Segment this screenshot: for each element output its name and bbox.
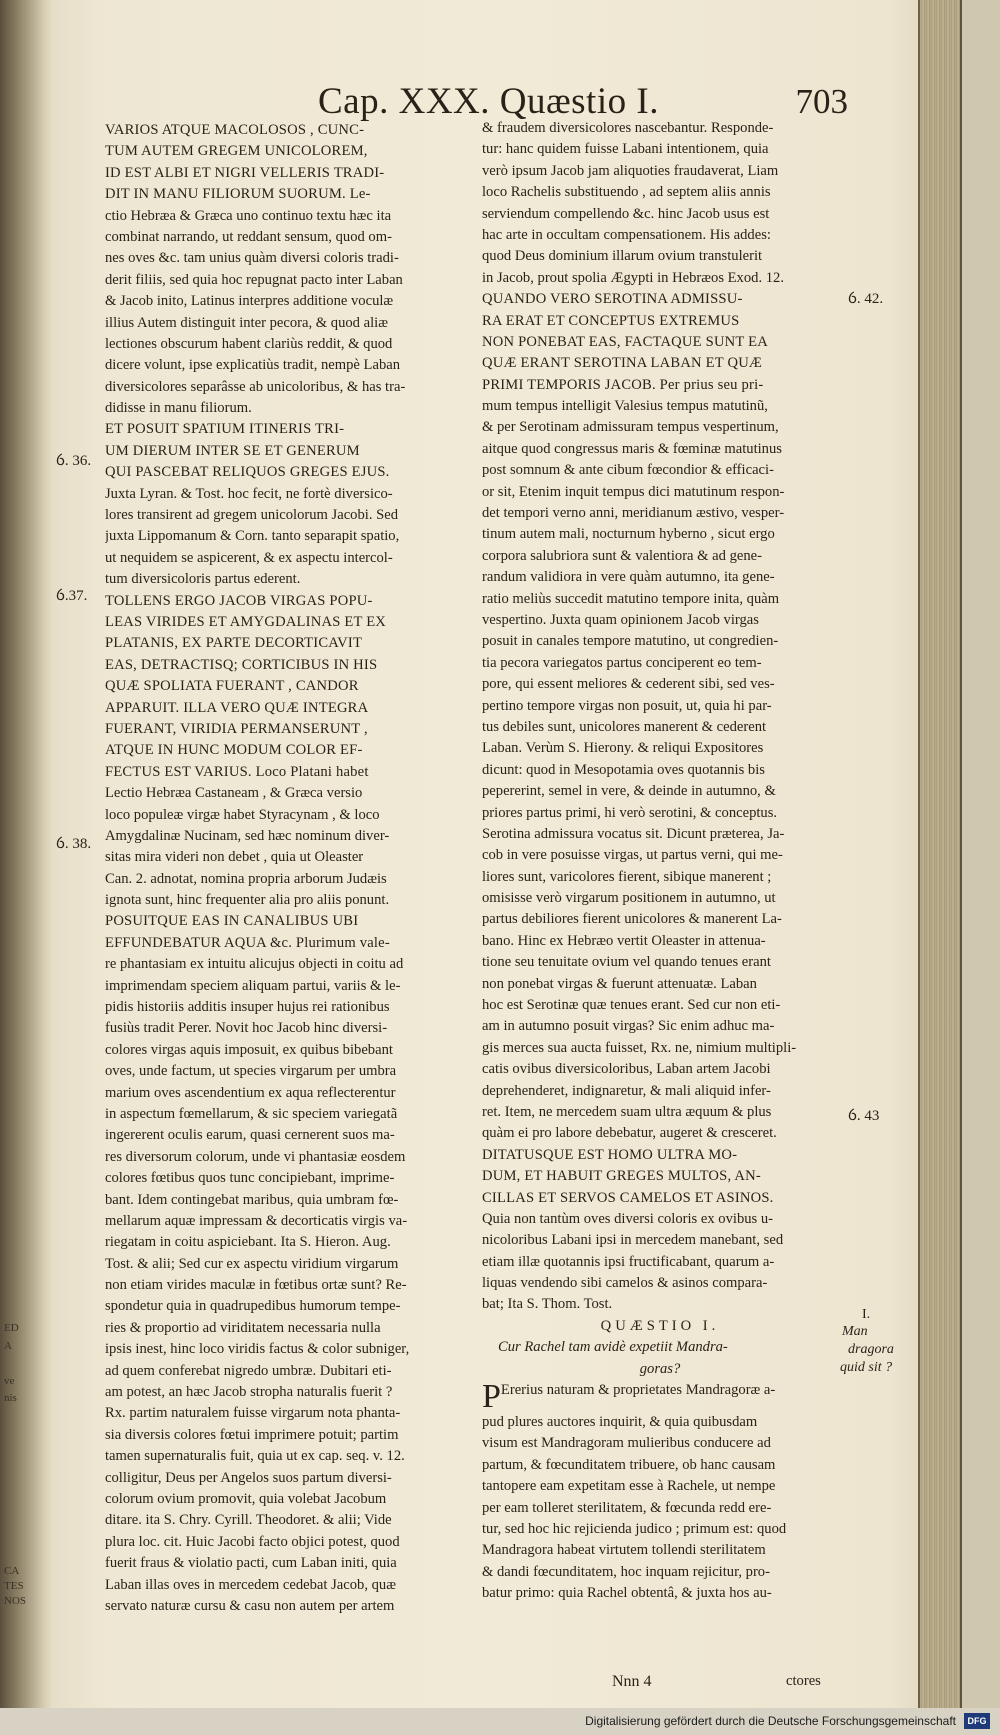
question-text-line: pud plures auctores inquirit, & quia quibusdam [482, 1414, 758, 1431]
text-line: marium oves ascendentium ex aqua reflecterentur [105, 1084, 396, 1101]
text-line: sia diversis colores fœtui imprimere potuit; partim [105, 1426, 399, 1443]
text-line: bant. Idem contingebat maribus, quia umbram fœ- [105, 1191, 399, 1208]
text-line: post somnum & ante cibum fœcondior & efficaci- [482, 462, 774, 479]
margin-question-note: dragora [848, 1342, 894, 1357]
text-line: dicere volunt, ipse explicatiùs tradit, nempè Laban [105, 357, 401, 374]
footer-bar [0, 1708, 1000, 1735]
text-line: DIT IN MANU FILIORUM SUORUM. Le- [105, 186, 371, 203]
chapter-title: Cap. XXX. Quæstio I. [318, 81, 659, 122]
right-column [482, 118, 838, 1605]
question-text-line [482, 1380, 838, 1412]
text-line: loco populeæ virgæ habet Styracynam , & loco [105, 806, 380, 823]
text-line: vespertino. Juxta quam opinionem Jacob virgas [482, 611, 759, 628]
text-line: & Jacob inito, Latinus interpres additione voculæ [105, 293, 394, 310]
text-line: mum tempus intelligit Valesius tempus matutinũ, [482, 398, 768, 415]
question-text-line: Mandragora habeat virtutem tollendi sterilitatem [482, 1542, 766, 1559]
gutter-fragment: ve [4, 1375, 15, 1387]
text-line: illius Autem distinguit inter pecora, & quod aliæ [105, 314, 388, 331]
text-line: non ponebat virgas & fuerunt attenuatæ. Laban [482, 975, 757, 992]
text-line: Serotina admissura vocatus sit. Dicunt præterea, Ja- [482, 825, 785, 842]
funding-credit: Digitalisierung gefördert durch die Deutsche Forschungsgemeinschaft [585, 1714, 956, 1728]
margin-question-note: Man [842, 1324, 868, 1339]
text-line: bat; Ita S. Thom. Tost. [482, 1296, 613, 1313]
catchword: ctores [786, 1673, 821, 1689]
text-line: lores transirent ad gregem unicolorum Jacobi. Sed [105, 507, 399, 524]
text-line: PRIMI TEMPORIS JACOB. Per prius seu pri- [482, 376, 764, 393]
text-line: det tempori verno anni, meridianum æstivo, vesper- [482, 505, 785, 522]
text-line: randum validiora in vere quàm autumno, ita gene- [482, 569, 775, 586]
question-text-line: batur primo: quia Rachel obtentâ, & juxta hos au- [482, 1585, 772, 1602]
text-line: NON PONEBAT EAS, FACTAQUE SUNT EA [482, 333, 768, 350]
text-line: hac arte in occultam compensationem. His addes: [482, 226, 771, 243]
text-line: servato naturæ cursu & casu non autem per artem [105, 1597, 395, 1614]
text-line: CILLAS ET SERVOS CAMELOS ET ASINOS. [482, 1189, 774, 1206]
text-line: corpora salubriora sunt & valentiora & ad gene- [482, 547, 763, 564]
text-line: ET POSUIT SPATIUM ITINERIS TRI- [105, 421, 345, 438]
text-line: nicoloribus Labani ipsi in mercedem manebant, sed [482, 1232, 784, 1249]
text-line: liquas vendendo sibi camelos & asinos compara- [482, 1275, 768, 1292]
text-line: oves, unde factum, ut species virgarum per umbra [105, 1063, 397, 1080]
text-line: FUERANT, VIRIDIA PERMANSERUNT , [105, 720, 368, 737]
text-line: TUM AUTEM GREGEM UNICOLOREM, [105, 143, 368, 160]
text-line: Tost. & alii; Sed cur ex aspectu viridium virgarum [105, 1255, 399, 1272]
text-line: DITATUSQUE EST HOMO ULTRA MO- [482, 1146, 738, 1163]
text-line: EAS, DETRACTISQ; CORTICIBUS IN HIS [105, 656, 378, 673]
text-line: ratio meliùs succedit matutino tempore inita, quàm [482, 590, 780, 607]
text-line: didisse in manu filiorum. [105, 400, 252, 417]
text-line: tione seu tenuitate ovium vel quando tenues erant [482, 954, 771, 971]
question-text-line: tantopere eam expetitam esse à Rachele, ut nempe [482, 1478, 776, 1495]
text-line: partus debiliores fierent unicolores & manerent La- [482, 911, 782, 928]
text-line: in Jacob, prout spolia Ægypti in Hebræos Exod. 12. [482, 269, 784, 286]
text-line: catis ovibus diversicoloribus, Laban artem Jacobi [482, 1061, 771, 1078]
text-line: derit filiis, sed quia hoc repugnat pacto inter Laban [105, 271, 403, 288]
text-line: omisisse verò virgarum positionem in autumno, ut [482, 890, 776, 907]
text-line: serviendum compellendo &c. hinc Jacob usus est [482, 205, 770, 222]
text-line: tinum autem mali, nocturnum hyberno , sicut ergo [482, 526, 775, 543]
margin-verse-43: ỽ. 43 [848, 1108, 880, 1124]
question-text-line: & dandi fœcunditatem, hoc inquam rejicitur, pro- [482, 1563, 770, 1580]
text-line: Laban illas oves in mercedem cedebat Jacob, quæ [105, 1576, 396, 1593]
drop-cap: P [482, 1380, 501, 1413]
text-line: ut nequidem se aspicerent, & ex aspectu intercol- [105, 549, 393, 566]
dfg-logo-icon: DFG [964, 1713, 990, 1729]
text-line: EFFUNDEBATUR AQUA &c. Plurimum vale- [105, 934, 390, 951]
text-line: imprimendam speciem aliquam partui, variis & le- [105, 977, 401, 994]
text-line: dicunt: quod in Mesopotamia oves quotannis bis [482, 761, 765, 778]
text-line: in aspectum fœmellarum, & sic speciem variegatã [105, 1105, 398, 1122]
margin-verse-38: ỽ. 38. [56, 836, 92, 852]
text-line: tur: hanc quidem fuisse Labani intentionem, quia [482, 141, 769, 158]
question-heading: QUÆSTIO I. [600, 1317, 720, 1334]
margin-question-note: quid sit ? [840, 1360, 893, 1375]
text-line: plura loc. cit. Huic Jacobi facto objici potest, quod [105, 1533, 400, 1550]
text-line: QUÆ ERANT SEROTINA LABAN ET QUÆ [482, 355, 763, 372]
text-line: ID EST ALBI ET NIGRI VELLERIS TRADI- [105, 164, 385, 181]
text-line: UM DIERUM INTER SE ET GENERUM [105, 442, 360, 459]
text-line: ditare. ita S. Chry. Cyrill. Theodoret. & alii; Vide [105, 1512, 392, 1529]
text-line: riegatam in coitu aspiciebant. Ita S. Hieron. Aug. [105, 1234, 391, 1251]
text-line: ctio Hebræa & Græca uno continuo textu hæc ita [105, 207, 392, 224]
text-line: VARIOS ATQUE MACOLOSOS , CUNC- [105, 122, 365, 138]
text-line: quod Deus dominium illarum ovium transtulerit [482, 248, 763, 265]
text-line: colorum ovium promovit, quia volebat Jacobum [105, 1491, 387, 1507]
page-edges [918, 0, 960, 1735]
page-edge-shadow [960, 0, 962, 1735]
question-title: Cur Rachel tam avidè expetiit Mandra- [498, 1339, 728, 1356]
text-line: res diversorum colorum, unde vi phantasiæ eosdem [105, 1148, 406, 1165]
text-line: verò ipsum Jacob jam aliquoties fraudaverat, Liam [482, 162, 779, 179]
text-line: spondetur quia in quadrupedibus humorum tempe- [105, 1298, 401, 1315]
binding-gutter [0, 0, 52, 1735]
text-line: tum diversicoloris partus ederent. [105, 571, 301, 588]
text-line: non etiam virides maculæ in fœtibus ortæ sunt? Re- [105, 1277, 407, 1294]
question-text: Ererius naturam & proprietates Mandragoræ a- [500, 1382, 776, 1399]
text-line: or sit, Etenim inquit tempus dici matutinum respon- [482, 483, 785, 500]
signature-mark: Nnn 4 [612, 1673, 652, 1690]
text-line: Lectio Hebræa Castaneam , & Græca versio [105, 785, 363, 802]
text-line: ries & proportio ad viriditatem necessaria nulla [105, 1319, 381, 1336]
text-line: quàm ei pro labore debebatur, augeret & cresceret. [482, 1125, 777, 1142]
text-line: ipsis inest, hinc loco viridis factus & color subniger, [105, 1341, 410, 1358]
gutter-fragment: NOS [4, 1595, 27, 1607]
text-line: Quia non tantùm oves diversi coloris ex ovibus u- [482, 1210, 774, 1227]
text-line: Laban. Verùm S. Hierony. & reliqui Expositores [482, 740, 764, 757]
text-line: cob in vere posuisse virgas, ut partus verni, qui me- [482, 847, 783, 864]
text-line: priores partus primi, hi verò serotini, & conceptus. [482, 804, 778, 821]
text-line: nes oves &c. tam unius quàm diversi coloris tradi- [105, 250, 399, 267]
margin-verse-36: ỽ. 36. [56, 453, 92, 469]
text-line: DUM, ET HABUIT GREGES MULTOS, AN- [482, 1168, 761, 1185]
text-line: fuerit fraus & violatio pacti, cum Laban initi, quia [105, 1555, 397, 1572]
text-line: ignota sunt, hinc frequenter alia pro aliis ponunt. [105, 892, 390, 909]
margin-question-number: I. [862, 1307, 871, 1322]
text-line: pepererint, semel in vere, & deinde in autumno, & [482, 783, 776, 800]
text-line: & per Serotinam admissuram tempus vespertinum, [482, 419, 779, 436]
page-number: 703 [795, 82, 848, 121]
text-line: PLATANIS, EX PARTE DECORTICAVIT [105, 635, 363, 652]
text-line: tia pecora variegatos partus conciperent eo tem- [482, 654, 762, 671]
text-line: colores virgas aquis imposuit, ex quibus bibebant [105, 1041, 393, 1058]
text-line: ATQUE IN HUNC MODUM COLOR EF- [105, 742, 363, 759]
gutter-fragment: ED [4, 1322, 19, 1334]
gutter-fragment: nis [4, 1392, 17, 1404]
question-text-line: tur, sed hoc hic rejicienda judico ; primum est: quod [482, 1521, 787, 1537]
text-line: tamen supernaturalis fuit, quia ut ex cap. seq. v. 12. [105, 1448, 405, 1465]
text-line: Amygdalinæ Nucinam, sed hæc nominum diver- [105, 827, 390, 844]
text-line: POSUITQUE EAS IN CANALIBUS UBI [105, 913, 359, 930]
gutter-fragment: CA [4, 1565, 20, 1577]
question-text-line: per eam tolleret sterilitatem, & fœcunda redd ere- [482, 1499, 772, 1516]
text-line: deprehenderet, indignaretur, & mali aliquid infer- [482, 1082, 771, 1099]
text-line: combinat narrando, ut reddant sensum, quod om- [105, 228, 392, 245]
text-line: ingererent oculis earum, quasi cernerent suos ma- [105, 1127, 395, 1144]
text-line: sitas mira videri non debet , quia ut Oleaster [105, 849, 364, 866]
text-line: FECTUS EST VARIUS. Loco Platani habet [105, 763, 369, 780]
text-line: QUANDO VERO SEROTINA ADMISSU- [482, 291, 743, 308]
text-line: am in autumno posuit virgas? Sic enim adhuc ma- [482, 1018, 775, 1035]
text-line: diversicolores separâsse ab unicoloribus, & has tra- [105, 378, 406, 395]
text-line: aitque quod congressus maris & fœminæ matutinus [482, 440, 782, 457]
text-line: QUI PASCEBAT RELIQUOS GREGES EJUS. [105, 464, 390, 481]
question-text-line: visum est Mandragoram mulieribus conducere ad [482, 1435, 771, 1452]
text-line: ret. Item, ne mercedem suam ultra æquum & plus [482, 1103, 772, 1120]
question-title-cont: goras? [639, 1360, 681, 1377]
text-line: lectiones obscurum habent clariùs reddit, & quod [105, 335, 393, 352]
text-line: liores sunt, varicolores fierent, sibique manerent ; [482, 868, 772, 885]
text-line: Rx. partim naturalem fuisse virgarum nota phanta- [105, 1405, 401, 1422]
text-line: & fraudem diversicolores nascebantur. Responde- [482, 120, 774, 136]
text-line: colligitur, Deus per Angelos suos partum diversi- [105, 1469, 392, 1486]
text-line: fusiùs tradit Perer. Novit hoc Jacob hinc diversi- [105, 1020, 388, 1037]
left-column [105, 120, 480, 1617]
text-line: QUÆ SPOLIATA FUERANT , CANDOR [105, 678, 359, 695]
text-line: re phantasiam ex intuitu alicujus objecti in coitu ad [105, 956, 404, 973]
text-line: etiam illæ quotannis ipsi fructificabant, quarum a- [482, 1253, 775, 1270]
text-line: gis merces sua aucta fuisset, Rx. ne, nimium multipli- [482, 1039, 797, 1056]
text-line: bano. Hinc ex Hebræo vertit Oleaster in attenua- [482, 932, 766, 949]
text-line: TOLLENS ERGO JACOB VIRGAS POPU- [105, 592, 373, 609]
text-line: Can. 2. adnotat, nomina propria arborum Judæis [105, 870, 387, 887]
text-line: tus debiles sunt, unicolores manerent & cederent [482, 718, 767, 735]
text-line: pertino tempore virgas non posuit, ut, quia hi par- [482, 697, 772, 714]
text-line: RA ERAT ET CONCEPTUS EXTREMUS [482, 312, 740, 329]
text-line: colores fœtibus quos tunc concipiebant, imprime- [105, 1170, 395, 1187]
text-line: loco Rachelis substituendo , ad septem aliis annis [482, 184, 771, 201]
margin-verse-42: ỽ. 42. [848, 291, 884, 307]
gutter-fragment: A [4, 1340, 12, 1352]
text-line: posuit in canales tempore matutino, ut congredien- [482, 633, 779, 650]
text-line: mellarum aquæ impressam & decorticatis virgis va- [105, 1212, 408, 1229]
text-line: hoc est Serotinæ quæ tenues erant. Sed cur non eti- [482, 997, 781, 1014]
gutter-fragment: TES [4, 1580, 24, 1592]
text-line: ad quem conferebat nigredo umbræ. Dubitari eti- [105, 1362, 392, 1379]
text-line: am potest, an hæc Jacob stropha naturalis fuerit ? [105, 1384, 393, 1401]
question-text-line: partum, & fœcunditatem tribuere, ob hanc causam [482, 1456, 776, 1473]
margin-verse-37: ỽ.37. [56, 588, 88, 604]
text-line: juxta Lippomanum & Corn. tanto separapit spatio, [105, 528, 400, 545]
text-line: LEAS VIRIDES ET AMYGDALINAS ET EX [105, 613, 387, 630]
text-line: pore, qui essent meliores & cederent sibi, sed ves- [482, 676, 775, 693]
text-line: pidis historiis additis insuper hujus rei rationibus [105, 999, 390, 1016]
text-line: APPARUIT. ILLA VERO QUÆ INTEGRA [105, 699, 369, 716]
text-line: Juxta Lyran. & Tost. hoc fecit, ne fortè diversico- [105, 485, 393, 502]
